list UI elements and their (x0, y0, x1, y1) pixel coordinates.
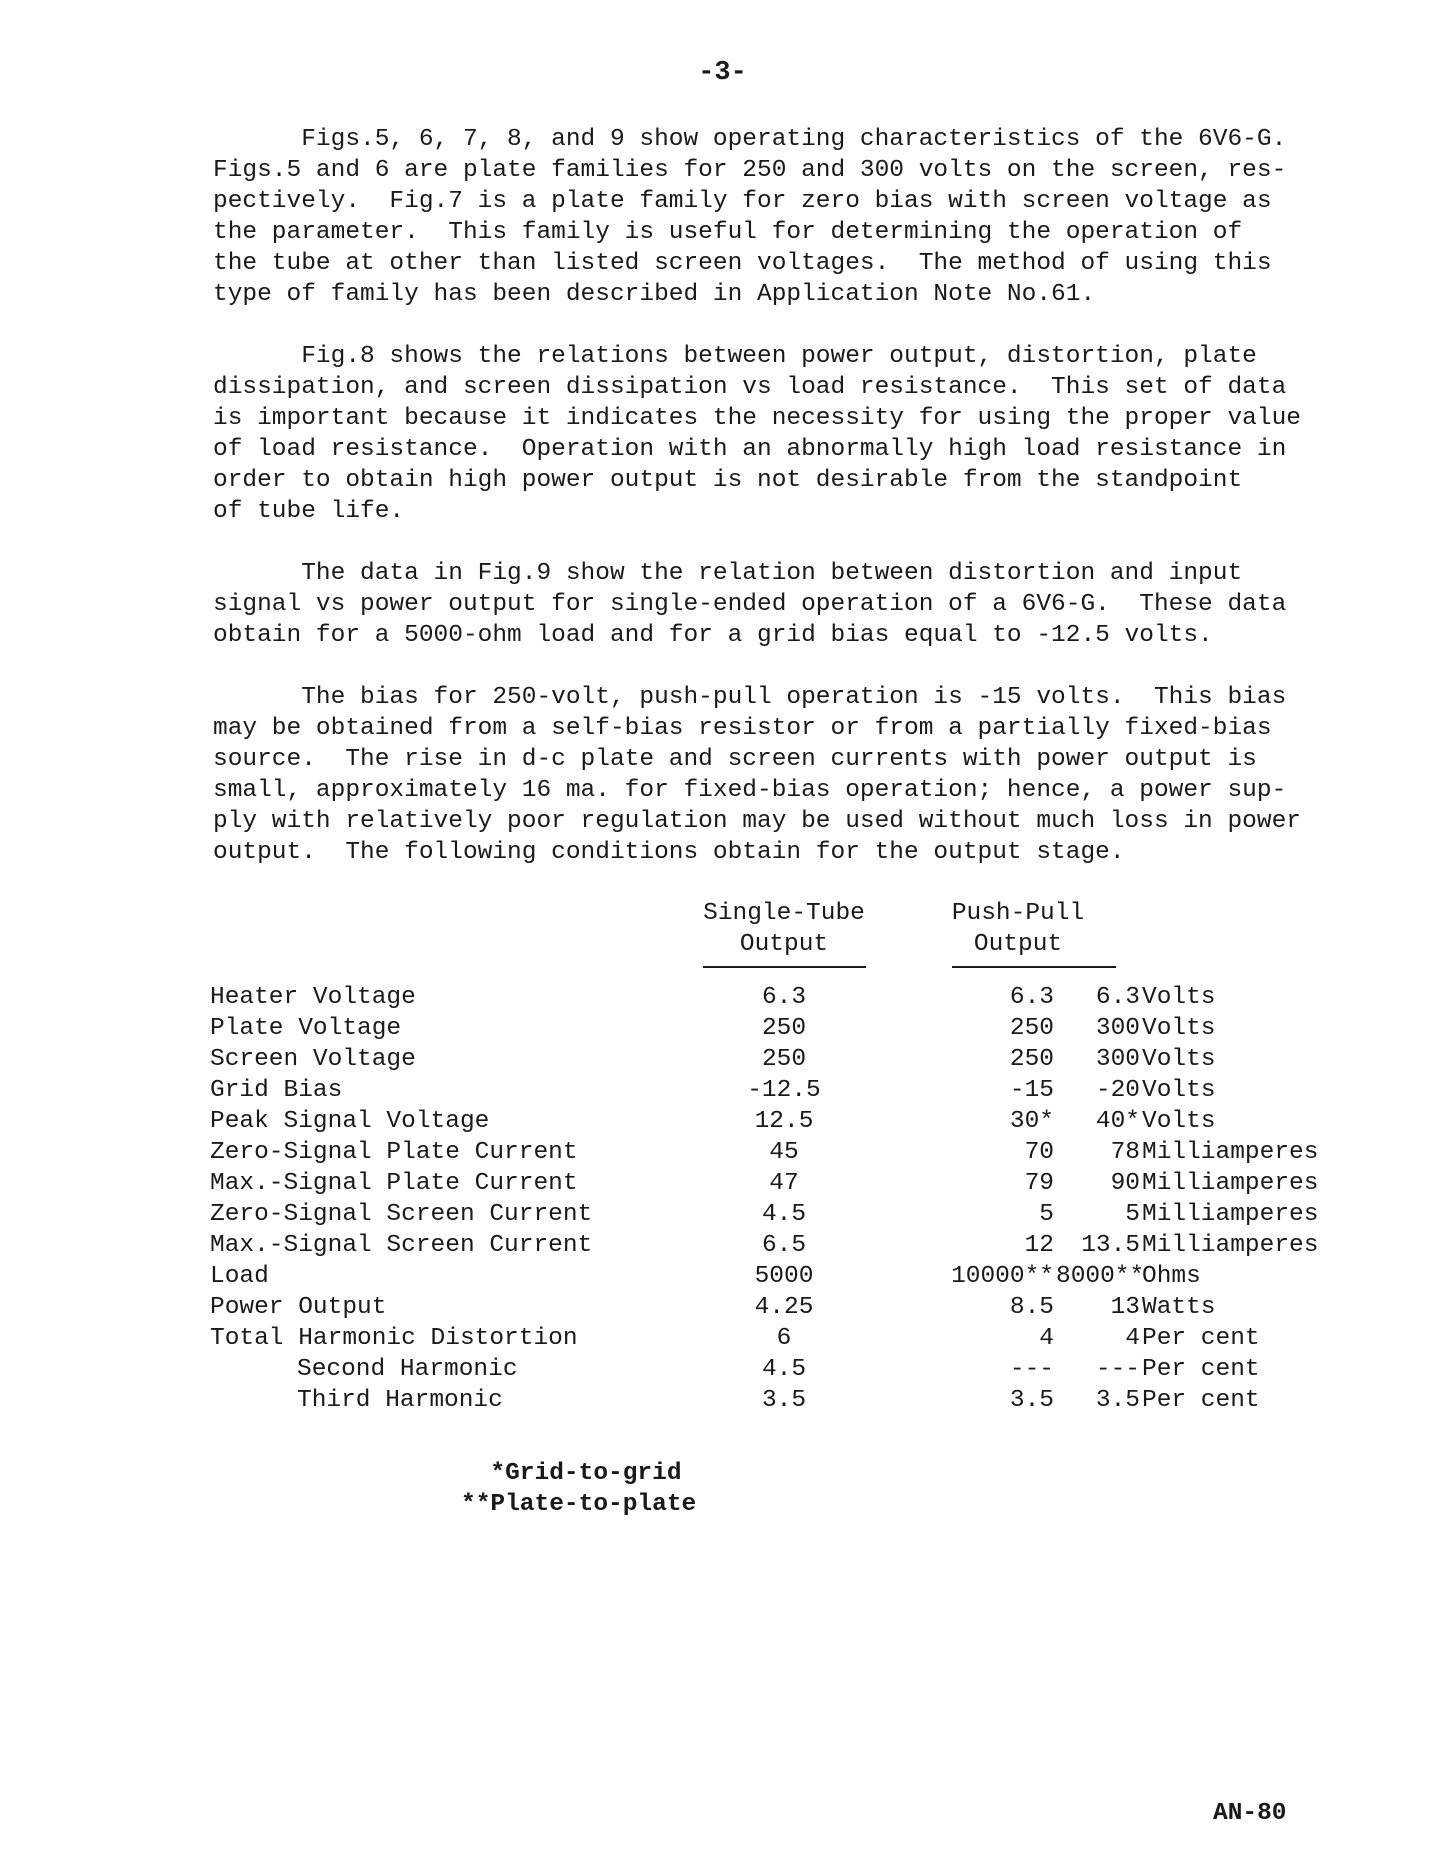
push-pull-value-2: 4 (1125, 1325, 1140, 1352)
single-tube-value: 4.25 (754, 1294, 814, 1321)
push-pull-value-2: --- (1095, 1356, 1140, 1383)
push-pull-value-1: 3.5 (1009, 1387, 1054, 1414)
paragraph-line: output. The following conditions obtain for the output stage. (213, 839, 1125, 866)
push-pull-value-1: 8.5 (1009, 1294, 1054, 1321)
unit-label: Volts (1142, 1108, 1216, 1135)
footnote-grid-to-grid: *Grid-to-grid (461, 1460, 682, 1487)
unit-label: Volts (1142, 1046, 1216, 1073)
footnotes (461, 1458, 696, 1520)
paragraph-line: of tube life. (213, 498, 405, 525)
table-row (210, 1292, 1330, 1323)
paragraph-figs-overview (213, 124, 1323, 310)
row-label: Screen Voltage (210, 1046, 416, 1073)
push-pull-value-1: 10000** (951, 1263, 1054, 1290)
paragraph-line: type of family has been described in Application Note No.61. (213, 281, 1096, 308)
row-label: Plate Voltage (210, 1015, 402, 1042)
page-number: -3- (698, 58, 747, 88)
push-pull-value-2: -20 (1095, 1077, 1140, 1104)
row-label: Load (210, 1263, 269, 1290)
push-pull-value-2: 5 (1125, 1201, 1140, 1228)
single-tube-value: 6 (776, 1325, 792, 1352)
unit-label: Per cent (1142, 1387, 1260, 1414)
push-pull-value-2: 6.3 (1095, 984, 1140, 1011)
row-label: Power Output (210, 1294, 387, 1321)
push-pull-value-1: --- (1009, 1356, 1054, 1383)
single-tube-value: 45 (769, 1139, 799, 1166)
single-tube-value: -12.5 (747, 1077, 821, 1104)
column-header-single-tube: Single-Tube Output (703, 900, 865, 958)
push-pull-value-1: 6.3 (1009, 984, 1054, 1011)
table-row (210, 1261, 1330, 1292)
push-pull-value-1: 70 (1024, 1139, 1054, 1166)
table-row (210, 1323, 1330, 1354)
row-label: Total Harmonic Distortion (210, 1325, 578, 1352)
paragraph-line: pectively. Fig.7 is a plate family for zero bias with screen voltage as (213, 188, 1272, 215)
table-row (210, 1075, 1330, 1106)
row-label: Third Harmonic (297, 1387, 503, 1414)
push-pull-value-1: 250 (1009, 1046, 1054, 1073)
push-pull-value-1: 5 (1039, 1201, 1054, 1228)
paragraph-fig9-description (213, 558, 1323, 651)
single-tube-value: 250 (761, 1015, 807, 1042)
push-pull-value-1: -15 (1009, 1077, 1054, 1104)
row-label: Max.-Signal Screen Current (210, 1232, 593, 1259)
single-tube-value: 6.3 (761, 984, 807, 1011)
row-label: Zero-Signal Screen Current (210, 1201, 593, 1228)
table-row (210, 982, 1330, 1013)
column-header-underline-single (703, 966, 866, 968)
unit-label: Milliamperes (1142, 1201, 1319, 1228)
row-label: Zero-Signal Plate Current (210, 1139, 578, 1166)
paragraph-push-pull-bias (213, 682, 1323, 868)
push-pull-value-2: 90 (1110, 1170, 1140, 1197)
single-tube-value: 5000 (754, 1263, 814, 1290)
push-pull-value-2: 3.5 (1095, 1387, 1140, 1414)
push-pull-value-2: 13 (1110, 1294, 1140, 1321)
single-tube-value: 6.5 (761, 1232, 807, 1259)
table-body (210, 982, 1330, 1416)
single-tube-value: 12.5 (754, 1108, 814, 1135)
unit-label: Per cent (1142, 1356, 1260, 1383)
paragraph-line: dissipation, and screen dissipation vs load resistance. This set of data (213, 374, 1287, 401)
paragraph-line: the parameter. This family is useful for determining the operation of (213, 219, 1243, 246)
table-row (210, 1044, 1330, 1075)
row-label: Second Harmonic (297, 1356, 518, 1383)
paragraph-line: signal vs power output for single-ended operation of a 6V6-G. These data (213, 591, 1287, 618)
paragraph-line: Figs.5, 6, 7, 8, and 9 show operating characteristics of the 6V6-G. (213, 126, 1287, 153)
paragraph-line: order to obtain high power output is not desirable from the standpoint (213, 467, 1243, 494)
paragraph-line: the tube at other than listed screen voltages. The method of using this (213, 250, 1272, 277)
push-pull-value-1: 79 (1024, 1170, 1054, 1197)
table-row (210, 1137, 1330, 1168)
column-header-push-pull: Push-Pull Output (951, 900, 1085, 958)
paragraph-fig8-description (213, 341, 1323, 527)
table-row (210, 1199, 1330, 1230)
push-pull-value-1: 4 (1039, 1325, 1054, 1352)
document-number: AN-80 (1213, 1800, 1287, 1827)
paragraph-line: of load resistance. Operation with an abnormally high load resistance in (213, 436, 1287, 463)
push-pull-value-2: 78 (1110, 1139, 1140, 1166)
table-row (210, 1168, 1330, 1199)
push-pull-value-2: 40* (1095, 1108, 1140, 1135)
unit-label: Volts (1142, 1015, 1216, 1042)
unit-label: Milliamperes (1142, 1232, 1319, 1259)
unit-label: Ohms (1142, 1263, 1201, 1290)
table-row (210, 1106, 1330, 1137)
table-row (210, 1230, 1330, 1261)
unit-label: Milliamperes (1142, 1170, 1319, 1197)
push-pull-value-2: 13.5 (1081, 1232, 1140, 1259)
unit-label: Per cent (1142, 1325, 1260, 1352)
paragraph-line: The bias for 250-volt, push-pull operation is -15 volts. This bias (213, 684, 1287, 711)
push-pull-value-2: 8000** (1056, 1263, 1145, 1290)
paragraph-line: The data in Fig.9 show the relation between distortion and input (213, 560, 1243, 587)
paragraph-line: is important because it indicates the necessity for using the proper value (213, 405, 1301, 432)
single-tube-value: 4.5 (761, 1356, 807, 1383)
single-tube-value: 47 (769, 1170, 799, 1197)
table-row (210, 1385, 1330, 1416)
single-tube-value: 250 (761, 1046, 807, 1073)
push-pull-value-1: 30* (1009, 1108, 1054, 1135)
unit-label: Volts (1142, 1077, 1216, 1104)
push-pull-value-1: 250 (1009, 1015, 1054, 1042)
table-row (210, 1013, 1330, 1044)
push-pull-value-2: 300 (1095, 1046, 1140, 1073)
paragraph-line: Figs.5 and 6 are plate families for 250 and 300 volts on the screen, res- (213, 157, 1287, 184)
paragraph-line: small, approximately 16 ma. for fixed-bias operation; hence, a power sup- (213, 777, 1287, 804)
row-label: Peak Signal Voltage (210, 1108, 490, 1135)
paragraph-line: may be obtained from a self-bias resistor or from a partially fixed-bias (213, 715, 1272, 742)
paragraph-line: source. The rise in d-c plate and screen currents with power output is (213, 746, 1257, 773)
column-header-underline-push-pull (952, 966, 1116, 968)
single-tube-value: 3.5 (761, 1387, 807, 1414)
unit-label: Milliamperes (1142, 1139, 1319, 1166)
paragraph-line: ply with relatively poor regulation may be used without much loss in power (213, 808, 1301, 835)
row-label: Max.-Signal Plate Current (210, 1170, 578, 1197)
row-label: Heater Voltage (210, 984, 416, 1011)
row-label: Grid Bias (210, 1077, 343, 1104)
table-row (210, 1354, 1330, 1385)
unit-label: Volts (1142, 984, 1216, 1011)
footnote-plate-to-plate: **Plate-to-plate (461, 1491, 697, 1518)
paragraph-line: obtain for a 5000-ohm load and for a grid bias equal to -12.5 volts. (213, 622, 1213, 649)
push-pull-value-2: 300 (1095, 1015, 1140, 1042)
single-tube-value: 4.5 (761, 1201, 807, 1228)
paragraph-line: Fig.8 shows the relations between power output, distortion, plate (213, 343, 1257, 370)
push-pull-value-1: 12 (1024, 1232, 1054, 1259)
unit-label: Watts (1142, 1294, 1216, 1321)
